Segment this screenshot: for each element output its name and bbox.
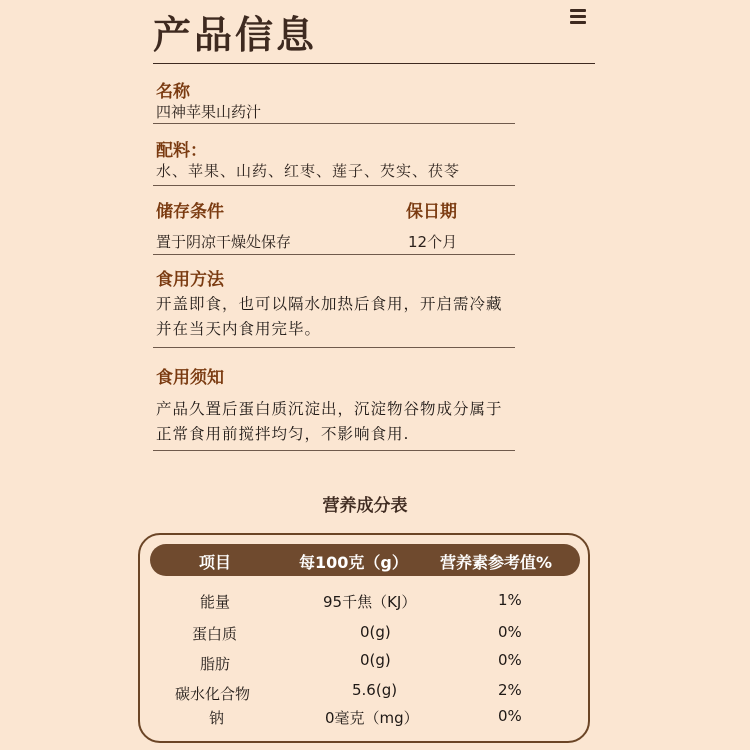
table-cell: 1% — [498, 591, 522, 609]
table-cell: 5.6(g) — [352, 681, 398, 699]
usage-line: 开盖即食，也可以隔水加热后食用，开启需冷藏 — [156, 295, 503, 313]
divider — [153, 123, 515, 124]
ingredients-label: 配料： — [156, 141, 207, 161]
table-cell: 0% — [498, 623, 522, 641]
table-cell: 0% — [498, 651, 522, 669]
header-per-100g: 每100克（g） — [299, 553, 408, 572]
menu-icon[interactable] — [570, 9, 586, 27]
table-cell: 95千焦（KJ） — [323, 593, 417, 611]
shelf-life-label: 保日期 — [406, 202, 457, 222]
name-value: 四神苹果山药汁 — [156, 103, 262, 121]
notice-label: 食用须知 — [156, 368, 224, 388]
table-cell: 0% — [498, 707, 522, 725]
divider — [153, 347, 515, 348]
storage-label: 储存条件 — [156, 202, 224, 222]
usage-line: 并在当天内食用完毕。 — [156, 320, 322, 338]
ingredients-value: 水、苹果、山药、红枣、莲子、芡实、茯苓 — [156, 162, 461, 180]
table-cell: 能量 — [200, 593, 231, 611]
storage-value: 置于阴凉干燥处保存 — [156, 233, 292, 251]
divider — [153, 185, 515, 186]
table-cell: 脂肪 — [200, 655, 231, 673]
shelf-life-value: 12个月 — [408, 233, 458, 251]
nutrition-title: 营养成分表 — [322, 496, 408, 516]
table-cell: 蛋白质 — [192, 625, 238, 643]
table-cell: 钠 — [209, 709, 225, 727]
divider — [153, 450, 515, 451]
usage-text — [156, 292, 556, 342]
notice-line: 正常食用前搅拌均匀，不影响食用. — [156, 425, 410, 443]
header-item: 项目 — [199, 553, 232, 572]
notice-text — [156, 397, 556, 447]
table-cell: 碳水化合物 — [175, 685, 251, 703]
table-cell: 0(g) — [360, 623, 391, 641]
title-divider — [153, 63, 595, 64]
page-title: 产品信息 — [153, 13, 318, 57]
header-nrv: 营养素参考值% — [440, 553, 553, 572]
table-header — [150, 544, 580, 576]
table-cell: 0(g) — [360, 651, 391, 669]
notice-line: 产品久置后蛋白质沉淀出，沉淀物谷物成分属于 — [156, 400, 503, 418]
table-cell: 2% — [498, 681, 522, 699]
table-cell: 0毫克（mg） — [325, 709, 419, 727]
name-label: 名称 — [156, 82, 190, 102]
nutrition-table — [138, 533, 590, 743]
usage-label: 食用方法 — [156, 270, 224, 290]
divider — [153, 254, 515, 255]
